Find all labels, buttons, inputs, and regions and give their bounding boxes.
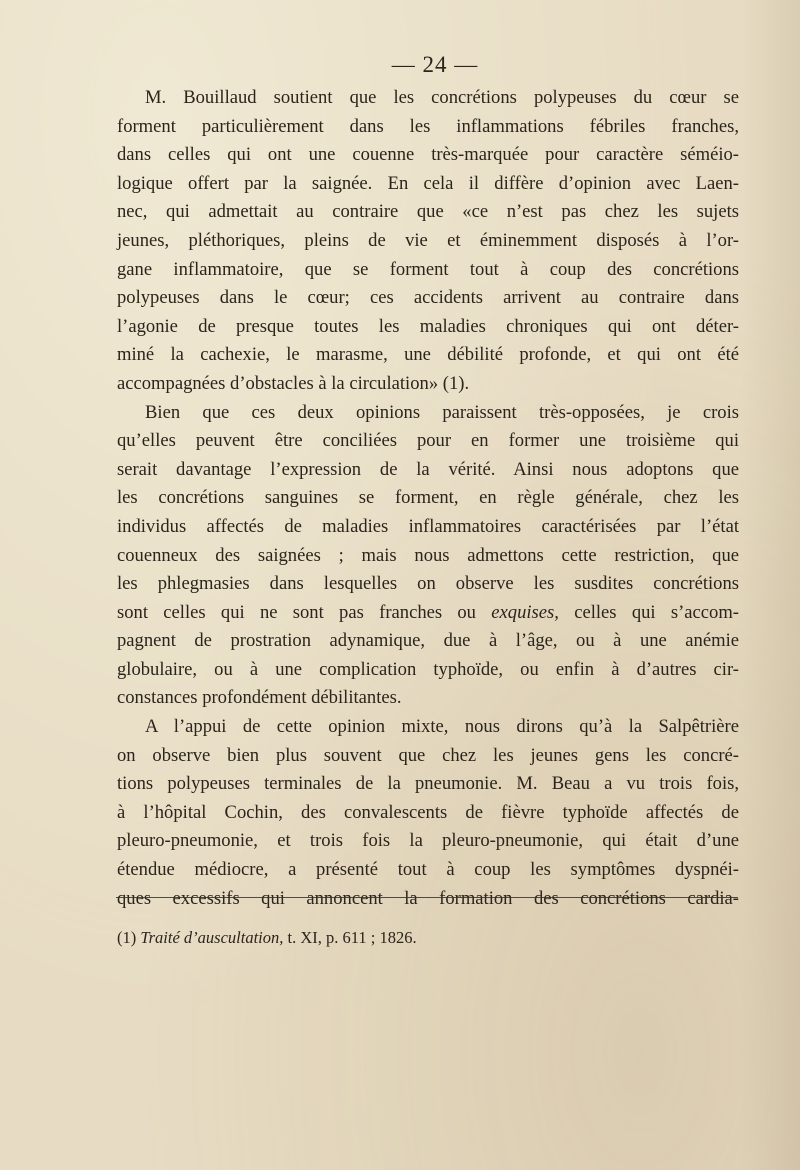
text-line: dans celles qui ont une couenne très-marquée pour caractère séméio- xyxy=(117,144,739,166)
body-text xyxy=(117,84,739,913)
text-line: individus affectés de maladies inflammatoires caractérisées par l’état xyxy=(117,515,739,537)
text-line: gane inflammatoire, que se forment tout à coup des concrétions xyxy=(117,258,739,280)
text-line: polypeuses dans le cœur; ces accidents arrivent au contraire dans xyxy=(117,287,739,309)
text-line: jeunes, pléthoriques, pleins de vie et éminemment disposés à l’or- xyxy=(117,229,739,251)
text-line: ques excessifs qui annoncent la formation des concrétions cardia- xyxy=(117,887,739,909)
text-line: à l’hôpital Cochin, des convalescents de fièvre typhoïde affectés de xyxy=(117,801,739,823)
text-line: couenneux des saignées ; mais nous admettons cette restriction, que xyxy=(117,544,739,566)
footnote-marker: (1) xyxy=(117,928,137,947)
footnote xyxy=(117,928,417,948)
footnote-separator xyxy=(116,897,738,898)
text-line: miné la cachexie, le marasme, une débilité profonde, et qui ont été xyxy=(117,344,739,366)
text-line: constances profondément débilitantes. xyxy=(117,687,402,709)
text-line: tions polypeuses terminales de la pneumonie. M. Beau a vu trois fois, xyxy=(117,773,739,795)
text-line: les phlegmasies dans lesquelles on observe les susdites concrétions xyxy=(117,573,739,595)
footnote-reference: t. XI, p. 611 ; 1826. xyxy=(283,928,417,947)
text-line: les concrétions sanguines se forment, en règle générale, chez les xyxy=(117,487,739,509)
text-line: qu’elles peuvent être conciliées pour en former une troisième qui xyxy=(117,430,739,452)
text-line: globulaire, ou à une complication typhoïde, ou enfin à d’autres cir- xyxy=(117,658,739,680)
footnote-title: Traité d’auscultation, xyxy=(140,928,284,947)
text-line: Bien que ces deux opinions paraissent très-opposées, je crois xyxy=(145,401,739,423)
text-line: M. Bouillaud soutient que les concrétions polypeuses du cœur se xyxy=(145,87,739,108)
text-line: forment particulièrement dans les inflammations fébriles franches, xyxy=(117,115,739,137)
text-line: nec, qui admettait au contraire que «ce n’est pas chez les sujets xyxy=(117,201,739,223)
text-line: pagnent de prostration adynamique, due à l’âge, ou à une anémie xyxy=(117,630,739,652)
text-line: sont celles qui ne sont pas franches ou exquises, celles qui s’accom- xyxy=(117,601,740,623)
text-line: serait davantage l’expression de la vérité. Ainsi nous adoptons que xyxy=(117,458,739,480)
text-line: étendue médiocre, a présenté tout à coup les symptômes dyspnéi- xyxy=(117,859,739,881)
page-number: — 24 — xyxy=(391,52,479,77)
text-line: on observe bien plus souvent que chez les jeunes gens les concré- xyxy=(117,744,739,766)
text-line: A l’appui de cette opinion mixte, nous dirons qu’à la Salpêtrière xyxy=(145,716,739,738)
page-edge-shading xyxy=(740,0,800,1170)
text-line: accompagnées d’obstacles à la circulation» (1). xyxy=(117,372,470,394)
text-line: logique offert par la saignée. En cela il diffère d’opinion avec Laen- xyxy=(117,172,739,194)
text-line: pleuro-pneumonie, et trois fois la pleuro-pneumonie, qui était d’une xyxy=(117,830,739,852)
text-line: l’agonie de presque toutes les maladies chroniques qui ont déter- xyxy=(117,315,739,337)
italic-emphasis: exquises, xyxy=(491,601,559,623)
